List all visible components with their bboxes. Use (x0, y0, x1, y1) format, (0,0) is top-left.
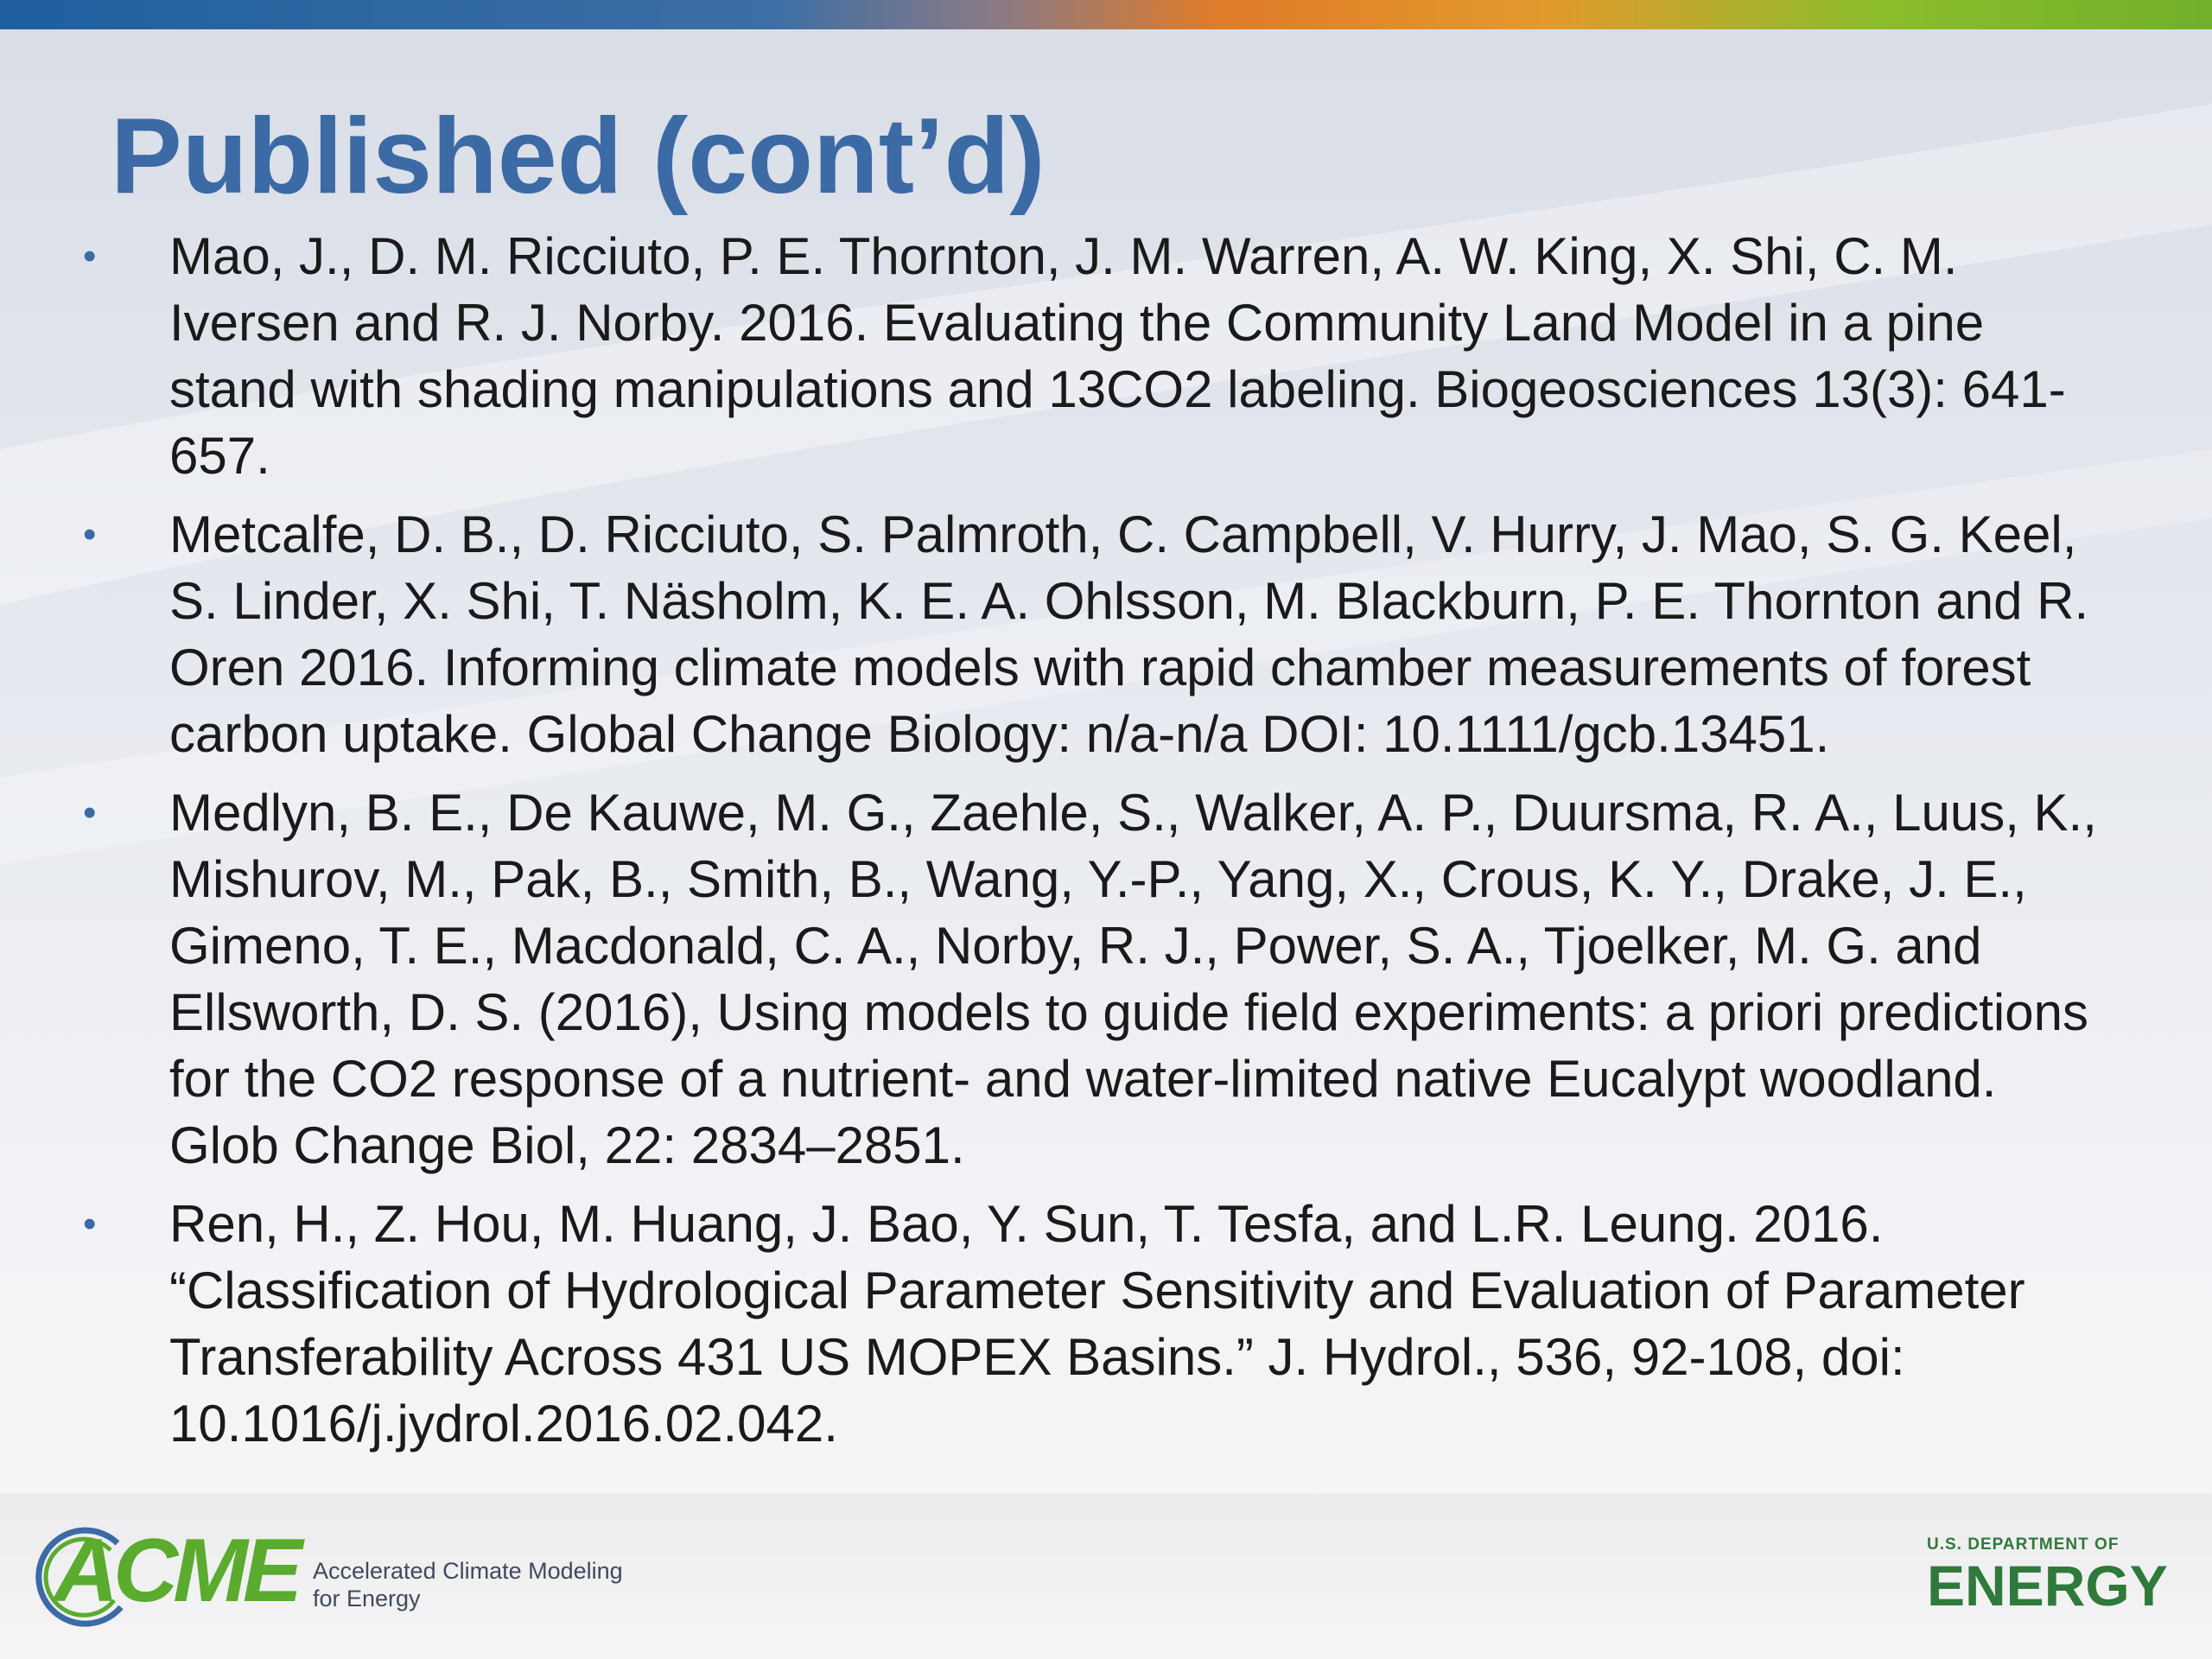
doe-logo (1927, 1535, 2177, 1630)
reference-item (83, 501, 2105, 767)
bullet-icon: • (83, 235, 97, 277)
slide-title: Published (cont’d) (111, 97, 1046, 216)
bullet-icon: • (83, 791, 97, 834)
reference-item (83, 223, 2105, 489)
reference-text: Metcalfe, D. B., D. Ricciuto, S. Palmroth, C. Campbell, V. Hurry, J. Mao, S. G. Keel, S. Linder, X. Shi, T. Näsholm, K. E. A. Ohlsson, M. Blackburn, P. E. Thornton and R. Oren 2016. Informing climate models with rapid chamber measurements of forest carbon uptake. Global Change Biology: n/a-n/a DOI: 10.1111/gcb.13451. (169, 505, 2089, 763)
reference-text: Mao, J., D. M. Ricciuto, P. E. Thornton, J. M. Warren, A. W. King, X. Shi, C. M. Iversen and R. J. Norby. 2016. Evaluating the Community Land Model in a pine stand with shading manipulations and 13CO2 labeling. Biogeosciences 13(3): 641-657. (169, 227, 2066, 485)
reference-item (83, 1191, 2105, 1457)
acme-tagline-line1: Accelerated Climate Modeling (313, 1558, 623, 1584)
reference-item (83, 779, 2105, 1179)
bullet-icon: • (83, 513, 97, 556)
doe-big-text: ENERGY (1927, 1554, 2168, 1618)
reference-list (83, 223, 2105, 1469)
reference-text: Medlyn, B. E., De Kauwe, M. G., Zaehle, S., Walker, A. P., Duursma, R. A., Luus, K., Mishurov, M., Pak, B., Smith, B., Wang, Y.-P., Yang, X., Crous, K. Y., Drake, J. E., Gimeno, T. E., Macdonald, C. A., Norby, R. J., Power, S. A., Tjoelker, M. G. and Ellsworth, D. S. (2016), Using models to guide field experiments: a priori predictions for the CO2 response of a nutrient- and water-limited native Eucalypt woodland. Glob Change Biol, 22: 2834–2851. (169, 784, 2097, 1174)
acme-logo-text: ACME (54, 1521, 298, 1621)
bullet-icon: • (83, 1203, 97, 1245)
acme-tagline-line2: for Energy (313, 1586, 421, 1611)
doe-small-text: U.S. DEPARTMENT OF (1927, 1535, 2120, 1554)
reference-text: Ren, H., Z. Hou, M. Huang, J. Bao, Y. Sun, T. Tesfa, and L.R. Leung. 2016. “Classification of Hydrological Parameter Sensitivity and Evaluation of Parameter Transferability Across 431 US MOPEX Basins.” J. Hydrol., 536, 92-108, doi: 10.1016/j.jydrol.2016.02.042. (169, 1195, 2025, 1452)
acme-tagline (313, 1557, 623, 1612)
top-color-bar (0, 0, 2212, 29)
acme-logo (31, 1521, 653, 1624)
